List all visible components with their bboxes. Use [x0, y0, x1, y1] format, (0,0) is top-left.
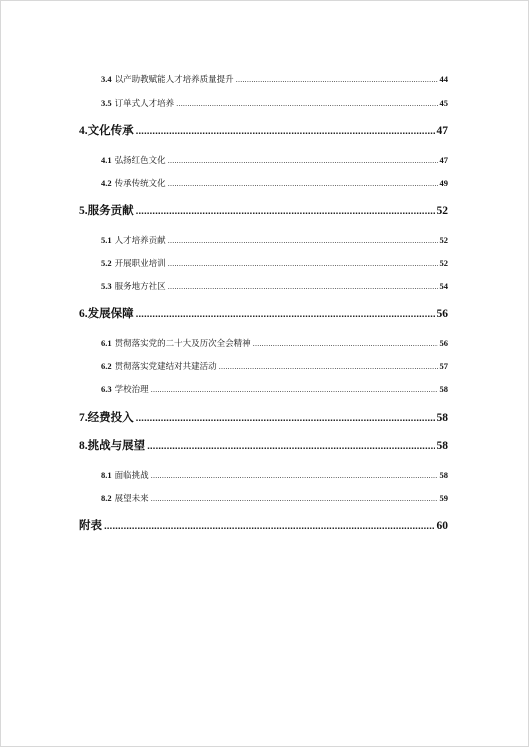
toc-leader-dots [136, 206, 435, 217]
toc-entry-4[interactable] [79, 122, 448, 138]
toc-leader-dots [253, 339, 438, 348]
toc-entry-5[interactable] [79, 202, 448, 218]
toc-number: 6.2 [101, 361, 112, 371]
toc-entry-4-1[interactable] [101, 154, 448, 166]
toc-page-number: 54 [439, 281, 448, 291]
toc-number: 5.2 [101, 258, 112, 268]
toc-title: 文化传承 [87, 123, 134, 137]
toc-page-number: 47 [436, 125, 448, 137]
toc-entry-3-5[interactable] [101, 97, 448, 109]
toc-leader-dots [219, 362, 438, 371]
toc-page-number: 56 [436, 308, 448, 320]
toc-leader-dots [151, 494, 438, 503]
toc-title: 学校治理 [114, 385, 149, 395]
toc-page-number: 59 [439, 493, 448, 503]
toc-entry-5-1[interactable] [101, 234, 448, 246]
toc-number: 5. [79, 205, 88, 217]
toc-leader-dots [168, 179, 438, 188]
toc-number: 6.1 [101, 338, 112, 348]
toc-leader-dots [168, 236, 438, 245]
toc-leader-dots [136, 309, 435, 320]
toc-title: 弘扬红色文化 [114, 156, 166, 166]
toc-entry-4-2[interactable] [101, 177, 448, 189]
toc-leader-dots [236, 75, 438, 84]
toc-leader-dots [168, 259, 438, 268]
toc-leader-dots [151, 471, 438, 480]
toc-title: 展望未来 [114, 494, 149, 504]
toc-number: 8.2 [101, 493, 112, 503]
toc-leader-dots [176, 99, 437, 108]
toc-number: 4.2 [101, 178, 112, 188]
toc-entry-6[interactable] [79, 305, 448, 321]
toc-leader-dots [168, 282, 438, 291]
toc-page-number: 58 [439, 470, 448, 480]
toc-page-number: 49 [439, 178, 448, 188]
toc-page-number: 57 [439, 361, 448, 371]
toc-entry-8-2[interactable] [101, 492, 448, 504]
toc-title: 以产助教赋能人才培养质量提升 [114, 75, 234, 85]
toc-number: 4. [79, 125, 88, 137]
toc-page-number: 60 [436, 520, 448, 532]
toc-leader-dots [151, 385, 438, 394]
toc-entry-appendix[interactable] [79, 517, 448, 533]
toc-title: 传承传统文化 [114, 179, 166, 189]
toc-page-number: 44 [439, 74, 448, 84]
toc-entry-6-2[interactable] [101, 360, 448, 372]
toc-title: 人才培养贡献 [114, 236, 166, 246]
toc-page-number: 45 [439, 98, 448, 108]
toc-entry-8[interactable] [79, 437, 448, 453]
toc-leader-dots [104, 521, 435, 532]
toc-number: 8.1 [101, 470, 112, 480]
toc-entry-8-1[interactable] [101, 469, 448, 481]
toc-title: 订单式人才培养 [114, 99, 175, 109]
toc-number: 4.1 [101, 155, 112, 165]
toc-title: 服务贡献 [87, 203, 134, 217]
toc-page-number: 58 [439, 384, 448, 394]
toc-number: 6. [79, 308, 88, 320]
toc-page-number: 58 [436, 412, 448, 424]
toc-entry-3-4[interactable] [101, 73, 448, 85]
toc-title: 开展职业培训 [114, 259, 166, 269]
toc-title: 挑战与展望 [87, 438, 146, 452]
toc-number: 7. [79, 412, 88, 424]
toc-entry-7[interactable] [79, 409, 448, 425]
toc-number: 5.1 [101, 235, 112, 245]
toc-number: 8. [79, 440, 88, 452]
toc-page-number: 52 [436, 205, 448, 217]
toc-leader-dots [136, 126, 435, 137]
toc-page-number: 52 [439, 235, 448, 245]
toc-title: 服务地方社区 [114, 282, 166, 292]
toc-title: 贯彻落实党的二十大及历次全会精神 [114, 339, 251, 349]
toc-page-number: 58 [436, 440, 448, 452]
toc-title: 贯彻落实党建结对共建活动 [114, 362, 217, 372]
toc-title: 附表 [79, 518, 102, 532]
toc-title: 经费投入 [87, 410, 134, 424]
toc-entry-6-1[interactable] [101, 337, 448, 349]
toc-title: 发展保障 [87, 306, 134, 320]
toc-number: 6.3 [101, 384, 112, 394]
toc-title: 面临挑战 [114, 471, 149, 481]
toc-page-number: 52 [439, 258, 448, 268]
toc-page-number: 56 [439, 338, 448, 348]
toc-leader-dots [168, 156, 438, 165]
toc-number: 3.5 [101, 98, 112, 108]
toc-number: 5.3 [101, 281, 112, 291]
toc-entry-5-2[interactable] [101, 257, 448, 269]
toc-entry-5-3[interactable] [101, 280, 448, 292]
toc-page-number: 47 [439, 155, 448, 165]
toc-leader-dots [136, 413, 435, 424]
toc-number: 3.4 [101, 74, 112, 84]
toc-entry-6-3[interactable] [101, 383, 448, 395]
toc-leader-dots [147, 441, 434, 452]
